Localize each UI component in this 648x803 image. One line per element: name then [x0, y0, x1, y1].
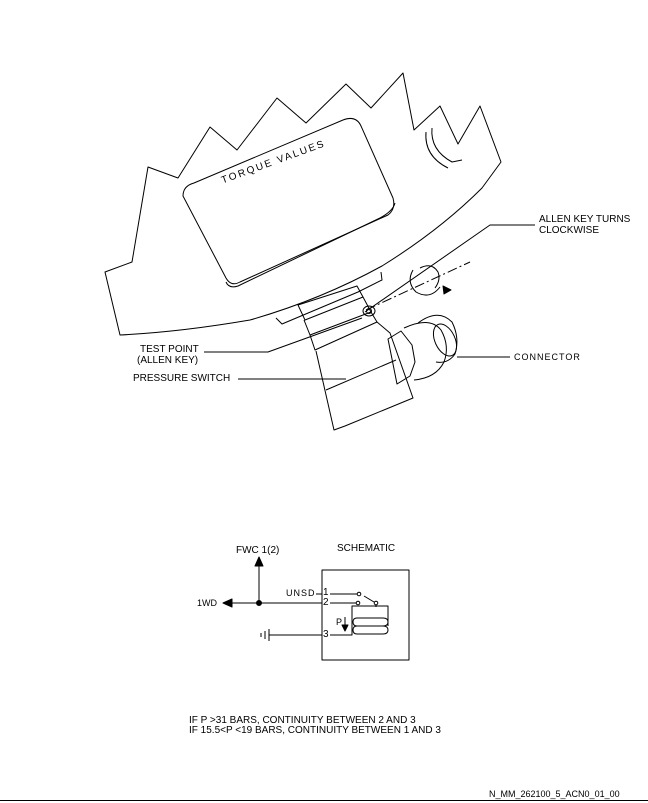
switch-blade [364, 596, 374, 602]
iwd-label: 1WD [197, 598, 217, 608]
allen-key-label-line1: ALLEN KEY TURNS [539, 214, 631, 225]
ground-icon [261, 629, 269, 641]
schematic-box [322, 570, 409, 660]
unsd-label: UNSD [286, 588, 316, 598]
switch-body-edge [326, 360, 396, 390]
housing-notch [426, 128, 462, 168]
plate-shadow [226, 203, 395, 287]
contact-2 [356, 601, 360, 605]
figure-reference: N_MM_262100_5_ACN0_01_00 [489, 789, 620, 799]
junction-dot [257, 601, 262, 606]
test-point-label [137, 344, 199, 366]
rotation-arrowhead [443, 286, 451, 294]
torque-label-plate [183, 118, 394, 283]
pressure-switch-body [316, 322, 413, 430]
pin-2-label: 2 [323, 597, 329, 608]
test-point-label-line2: (ALLEN KEY) [137, 355, 199, 366]
bottom-rule [0, 800, 648, 801]
allen-key-label-line2: CLOCKWISE [539, 225, 600, 236]
rotation-arrow [410, 270, 440, 295]
pin-3-label: 3 [323, 629, 329, 640]
allen-key-label [539, 214, 630, 236]
continuity-conditions [189, 716, 441, 736]
axis-line [366, 262, 470, 310]
condition-high-pressure: IF P >31 BARS, CONTINUITY BETWEEN 2 AND 3 [189, 715, 416, 726]
torque-values-label: TORQUE VALUES [220, 138, 328, 187]
fwc-label: FWC 1(2) [236, 545, 280, 556]
connector-label: CONNECTOR [514, 352, 581, 362]
pressure-switch-label: PRESSURE SWITCH [133, 373, 231, 384]
pressure-arrowhead [342, 625, 348, 631]
pin-1-label: 1 [323, 587, 329, 598]
pressure-bellows [353, 618, 388, 634]
schematic-title: SCHEMATIC [337, 543, 396, 554]
common-contact [374, 601, 378, 605]
fwc-arrowhead [255, 557, 263, 566]
pressure-symbol-label: P [336, 617, 343, 627]
housing-outline [105, 73, 501, 335]
contact-1 [357, 592, 361, 596]
condition-low-pressure: IF 15.5<P <19 BARS, CONTINUITY BETWEEN 1 AND 3 [189, 725, 441, 736]
iwd-arrowhead [223, 599, 232, 607]
rotation-arrow-loop [420, 266, 439, 288]
housing-base-seam [276, 272, 382, 324]
test-point-label-line1: TEST POINT [140, 344, 199, 355]
